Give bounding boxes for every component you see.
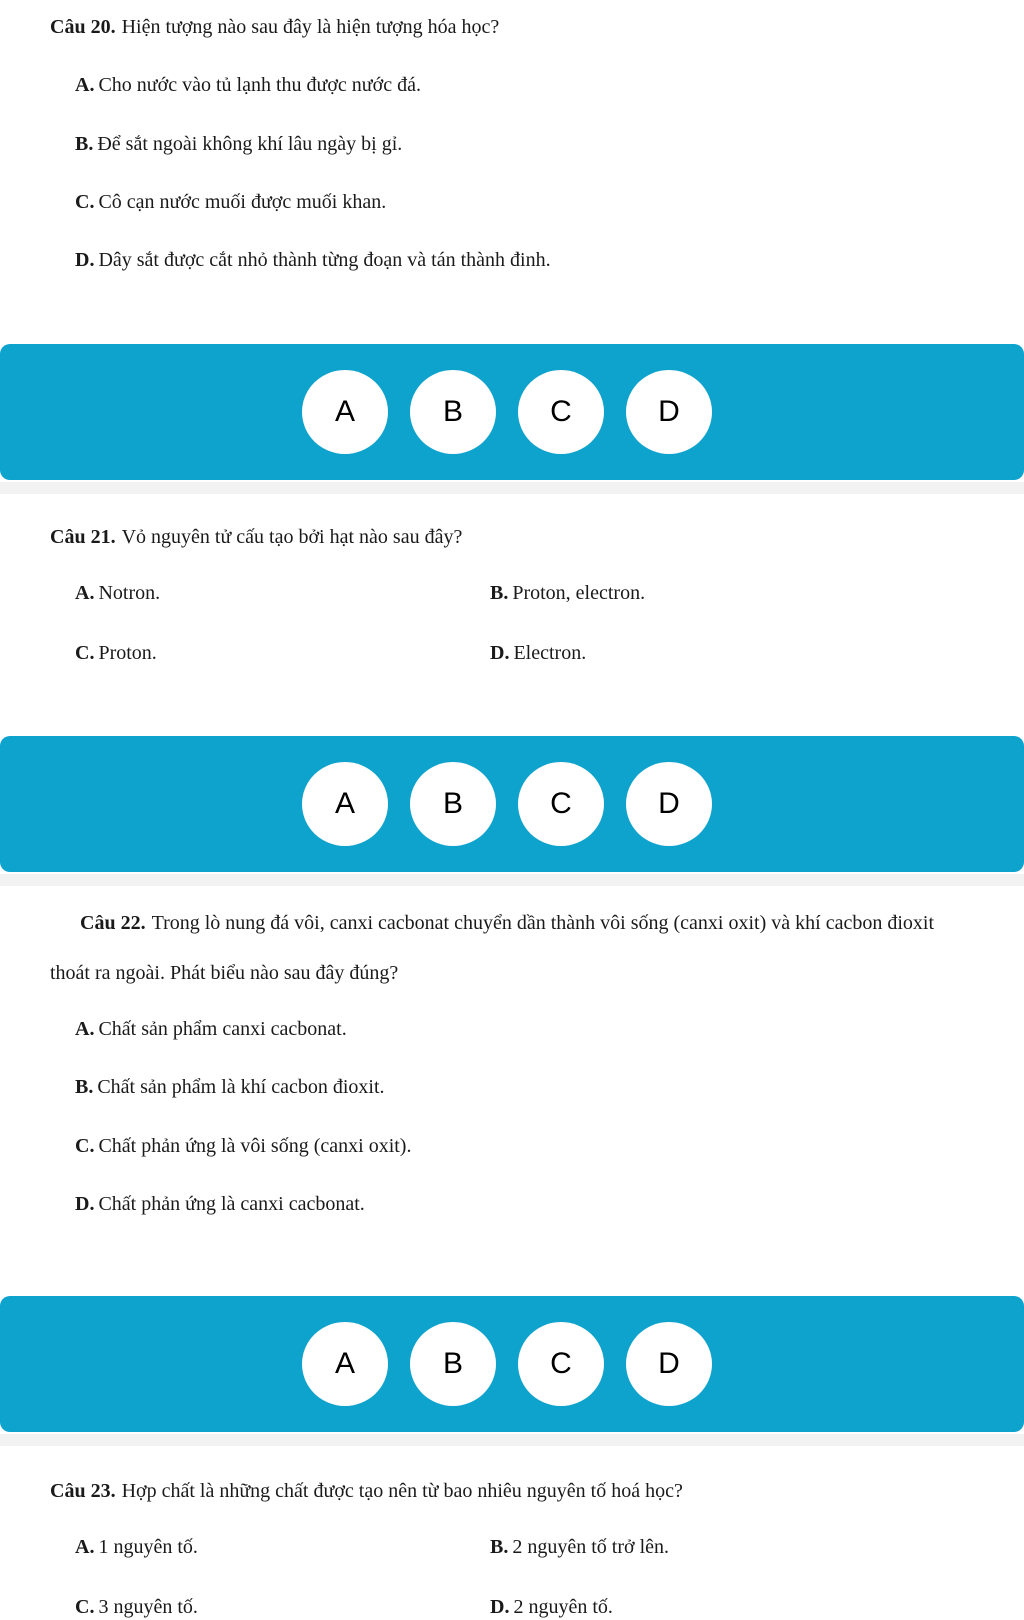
question-number: Câu 20. xyxy=(50,16,116,38)
question-22-option-a: A. Chất sản phẩm canxi cacbonat. xyxy=(75,1018,347,1040)
answer-button-c[interactable]: C xyxy=(518,762,604,846)
question-22-option-d: D. Chất phản ứng là canxi cacbonat. xyxy=(75,1193,365,1215)
question-number: Câu 21. xyxy=(50,526,116,548)
question-21-option-b: B. Proton, electron. xyxy=(490,582,646,604)
answer-button-a[interactable]: A xyxy=(302,762,388,846)
question-text: Hợp chất là những chất được tạo nên từ bao nhiêu nguyên tố hoá học? xyxy=(121,1480,683,1502)
question-22-option-c: C. Chất phản ứng là vôi sống (canxi oxit). xyxy=(75,1135,412,1157)
answer-button-d[interactable]: D xyxy=(626,1322,712,1406)
question-23-option-d: D. 2 nguyên tố. xyxy=(490,1596,613,1618)
question-21-title xyxy=(50,524,462,550)
question-23-title xyxy=(50,1478,683,1504)
question-21-option-c: C. Proton. xyxy=(75,642,157,664)
question-22-title xyxy=(50,898,950,998)
question-text: Trong lò nung đá vôi, canxi cacbonat chuyển dần thành vôi sống (canxi oxit) và khí cacbon đioxit thoát ra ngoài. Phát biểu nào sau đây đúng? xyxy=(50,912,934,984)
answer-button-b[interactable]: B xyxy=(410,762,496,846)
answer-bar-question-21 xyxy=(0,736,1024,872)
question-number: Câu 22. xyxy=(80,912,146,934)
question-text: Hiện tượng nào sau đây là hiện tượng hóa học? xyxy=(121,16,500,38)
question-21-option-a: A. Notron. xyxy=(75,582,161,604)
answer-button-a[interactable]: A xyxy=(302,370,388,454)
answer-bar-question-20 xyxy=(0,344,1024,480)
question-20-option-d: D. Dây sắt được cắt nhỏ thành từng đoạn và tán thành đinh. xyxy=(75,249,551,271)
question-23-option-c: C. 3 nguyên tố. xyxy=(75,1596,198,1618)
question-23-option-a: A. 1 nguyên tố. xyxy=(75,1536,198,1558)
separator xyxy=(0,1434,1024,1446)
answer-button-c[interactable]: C xyxy=(518,370,604,454)
question-20-option-c: C. Cô cạn nước muối được muối khan. xyxy=(75,191,387,213)
question-21-option-d: D. Electron. xyxy=(490,642,587,664)
question-20-option-b: B. Để sắt ngoài không khí lâu ngày bị gỉ. xyxy=(75,133,403,155)
question-text: Vỏ nguyên tử cấu tạo bởi hạt nào sau đây? xyxy=(121,526,463,548)
answer-button-b[interactable]: B xyxy=(410,370,496,454)
answer-button-a[interactable]: A xyxy=(302,1322,388,1406)
answer-button-d[interactable]: D xyxy=(626,762,712,846)
question-23-option-b: B. 2 nguyên tố trở lên. xyxy=(490,1536,670,1558)
answer-button-d[interactable]: D xyxy=(626,370,712,454)
question-20-title xyxy=(50,14,499,40)
separator xyxy=(0,482,1024,494)
answer-button-b[interactable]: B xyxy=(410,1322,496,1406)
answer-button-c[interactable]: C xyxy=(518,1322,604,1406)
question-20-option-a: A. Cho nước vào tủ lạnh thu được nước đá. xyxy=(75,74,421,96)
separator xyxy=(0,874,1024,886)
question-number: Câu 23. xyxy=(50,1480,116,1502)
answer-bar-question-22 xyxy=(0,1296,1024,1432)
question-22-option-b: B. Chất sản phẩm là khí cacbon đioxit. xyxy=(75,1076,385,1098)
